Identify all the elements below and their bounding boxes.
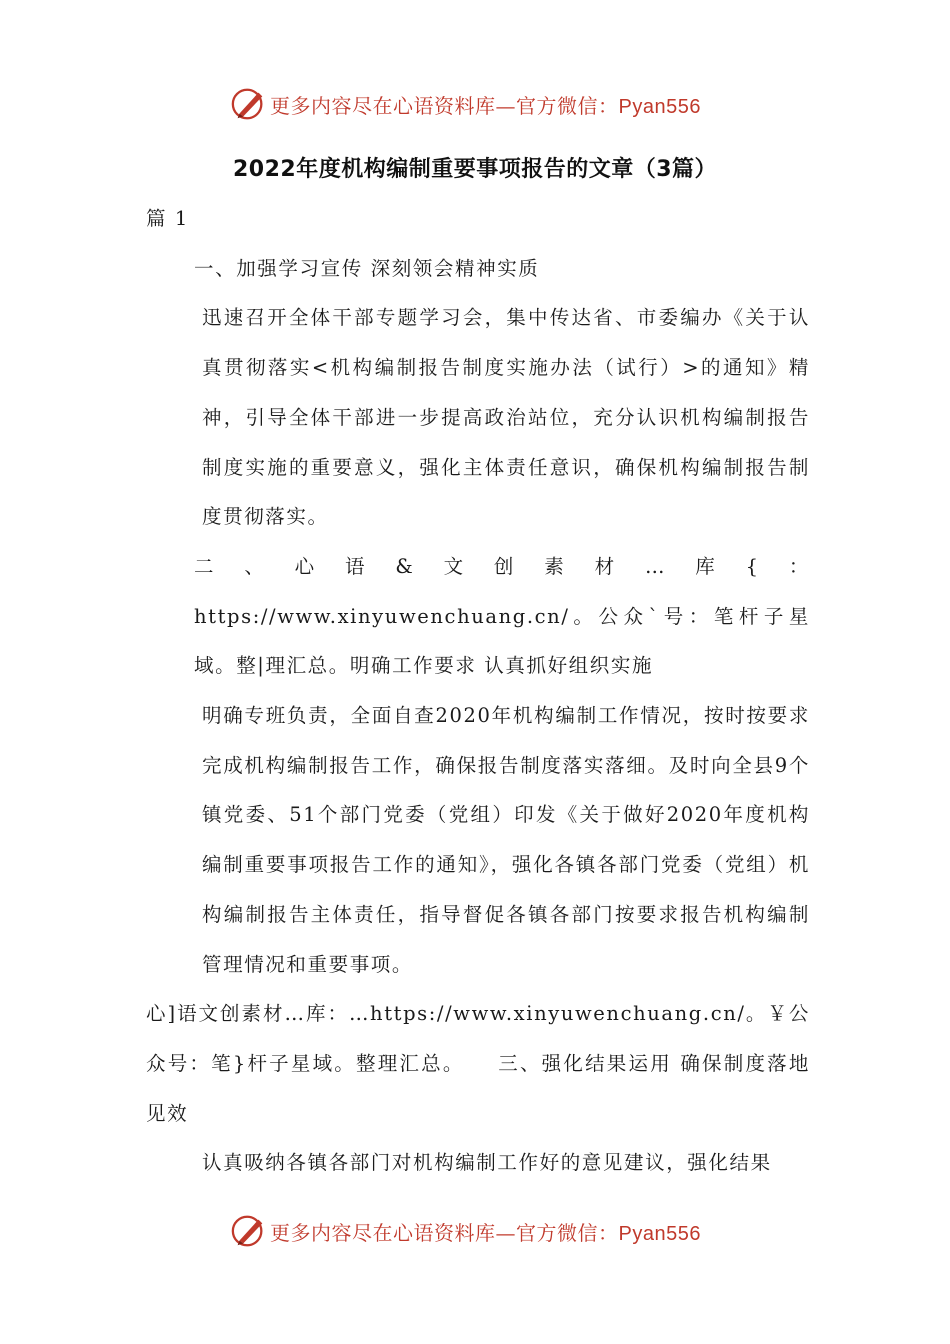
- paragraph-4: 认真吸纳各镇各部门对机构编制工作好的意见建议，强化结果: [202, 1151, 772, 1175]
- document-body: [146, 194, 810, 1188]
- heading-2: 二、心语&文创素材…库{：https://www.xinyuwenchuang.cn/。公众`号：笔杆子星域。整|理汇总。明确工作要求 认真抓好组织实施: [194, 554, 810, 678]
- wechat-id: Pyan556: [618, 1222, 701, 1245]
- paragraph-2: 明确专班负责，全面自查2020年机构编制工作情况，按时按要求完成机构编制报告工作，确保报告制度落实落细。及时向全县9个镇党委、51个部门党委（党组）印发《关于做好2020年度机构编制重要事项报告工作的通知》，强化各镇各部门党委（党组）机构编制报告主体责任，指导督促各镇各部门按要求报告机构编制管理情况和重要事项。: [202, 704, 810, 976]
- heading-1: 一、加强学习宣传 深刻领会精神实质: [194, 256, 540, 280]
- banner-text: 更多内容尽在心语资料库—官方微信：Pyan556: [270, 1220, 701, 1245]
- pen-logo-icon: [230, 85, 268, 123]
- wechat-id: Pyan556: [618, 95, 701, 118]
- document-title: 2022年度机构编制重要事项报告的文章（3篇）: [232, 157, 718, 182]
- header-banner: [230, 84, 701, 124]
- pen-logo-icon: [230, 1212, 268, 1250]
- banner-text: 更多内容尽在心语资料库—官方微信：Pyan556: [270, 93, 701, 118]
- paragraph-1: 迅速召开全体干部专题学习会，集中传达省、市委编办《关于认真贯彻落实<机构编制报告制度实施办法（试行）>的通知》精神，引导全体干部进一步提高政治站位，充分认识机构编制报告制度实施的重要意义，强化主体责任意识，确保机构编制报告制度贯彻落实。: [202, 306, 810, 529]
- paragraph-3: 心]语文创素材…库：…https://www.xinyuwenchuang.cn/。￥公众号：笔}杆子星域。整理汇总。 三、强化结果运用 确保制度落地见效: [146, 1002, 810, 1125]
- footer-banner: [230, 1211, 701, 1251]
- section-label: 篇 1: [146, 207, 189, 230]
